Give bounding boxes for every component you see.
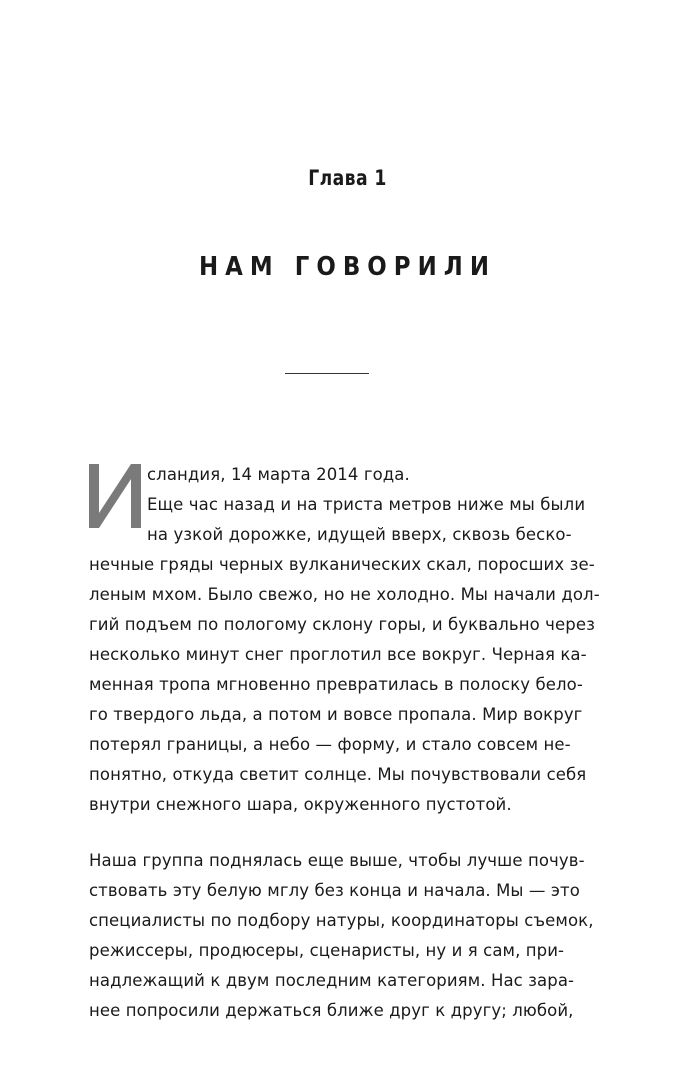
chapter-label: Глава 1 — [308, 166, 387, 190]
text-line: леным мхом. Было свежо, но не холодно. Мы начали дол- — [89, 585, 600, 604]
text-line: потерял границы, а небо — форму, и стало совсем не- — [89, 735, 571, 754]
text-line: на узкой дорожке, идущей вверх, сквозь беско- — [147, 525, 572, 544]
drop-cap — [86, 461, 146, 531]
text-line: внутри снежного шара, окруженного пустотой. — [89, 795, 512, 814]
text-line: нечные гряды черных вулканических скал, поросших зе- — [89, 555, 595, 574]
drop-cap-graphic — [86, 461, 146, 531]
text-line: режиссеры, продюсеры, сценаристы, ну и я сам, при- — [89, 941, 565, 960]
text-line: нее попросили держаться ближе друг к другу; любой, — [89, 1001, 574, 1020]
text-line: Наша группа поднялась еще выше, чтобы лучше почув- — [89, 851, 585, 870]
text-line: несколько минут снег проглотил все вокруг. Черная ка- — [89, 645, 587, 664]
text-line: го твердого льда, а потом и вовсе пропала. Мир вокруг — [89, 705, 583, 724]
text-line: сландия, 14 марта 2014 года. — [147, 465, 410, 484]
text-line: надлежащий к двум последним категориям. Нас зара- — [89, 971, 575, 990]
text-line: ствовать эту белую мглу без конца и начала. Мы — это — [89, 881, 580, 900]
chapter-title: НАМ ГОВОРИЛИ — [198, 252, 497, 282]
text-line: Еще час назад и на триста метров ниже мы были — [147, 495, 586, 514]
text-line: специалисты по подбору натуры, координаторы съемок, — [89, 911, 594, 930]
divider — [285, 373, 369, 374]
text-line: гий подъем по пологому склону горы, и буквально через — [89, 615, 595, 634]
text-line: понятно, откуда светит солнце. Мы почувствовали себя — [89, 765, 587, 784]
text-line: менная тропа мгновенно превратилась в полоску бело- — [89, 675, 583, 694]
